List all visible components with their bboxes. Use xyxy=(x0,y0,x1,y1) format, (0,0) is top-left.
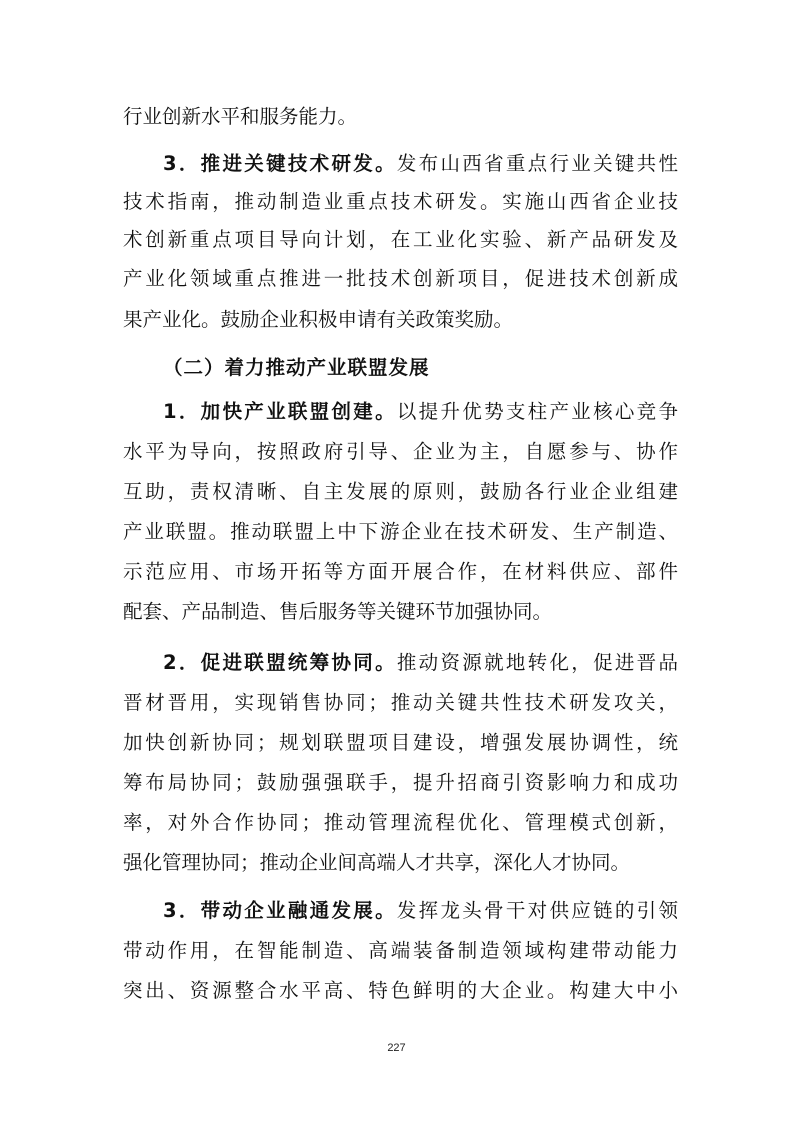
paragraph-line: 配套、产品制造、售后服务等关键环节加强协同。 xyxy=(123,600,553,623)
paragraph-line: 加快创新协同；规划联盟项目建设，增强发展协调性，统 xyxy=(123,731,678,754)
paragraph-line: 突出、资源整合水平高、特色鲜明的大企业。构建大中小 xyxy=(123,979,678,1002)
paragraph-line: 带动作用，在智能制造、高端装备制造领域构建带动能力 xyxy=(123,939,678,962)
section-lead: 1．加快产业联盟创建。 xyxy=(163,400,397,423)
paragraph-line: 产业联盟。推动联盟上中下游企业在技术研发、生产制造、 xyxy=(123,520,678,543)
paragraph-line: 示范应用、市场开拓等方面开展合作，在材料供应、部件 xyxy=(123,560,678,583)
paragraph-line: 强化管理协同；推动企业间高端人才共享，深化人才协同。 xyxy=(123,851,631,874)
paragraph-line: 行业创新水平和服务能力。 xyxy=(123,105,358,128)
paragraph-line: 3．带动企业融通发展。发挥龙头骨干对供应链的引领 xyxy=(163,899,678,922)
paragraph-line: 水平为导向，按照政府引导、企业为主，自愿参与、协作 xyxy=(123,440,678,463)
section-lead: 3．推进关键技术研发。 xyxy=(163,152,397,175)
section-heading: （二）着力推动产业联盟发展 xyxy=(163,356,430,379)
paragraph-line: 果产业化。鼓励企业积极申请有关政策奖励。 xyxy=(123,308,514,331)
section-lead: 3．带动企业融通发展。 xyxy=(163,899,397,922)
paragraph-line: 技术指南，推动制造业重点技术研发。实施山西省企业技 xyxy=(123,190,678,213)
section-lead: 2．促进联盟统筹协同。 xyxy=(163,651,397,674)
paragraph-line: 3．推进关键技术研发。发布山西省重点行业关键共性 xyxy=(163,152,678,175)
paragraph-line: 产业化领域重点推进一批技术创新项目，促进技术创新成 xyxy=(123,267,678,290)
paragraph-line: 互助，责权清晰、自主发展的原则，鼓励各行业企业组建 xyxy=(123,480,678,503)
page-number: 227 xyxy=(387,1042,406,1054)
paragraph-line: 筹布局协同；鼓励强强联手，提升招商引资影响力和成功 xyxy=(123,771,678,794)
paragraph-line: 2．促进联盟统筹协同。推动资源就地转化，促进晋品 xyxy=(163,651,678,674)
paragraph-line: 率，对外合作协同；推动管理流程优化、管理模式创新， xyxy=(123,811,678,834)
paragraph-line: 晋材晋用，实现销售协同；推动关键共性技术研发攻关， xyxy=(123,691,678,714)
paragraph-line: 术创新重点项目导向计划，在工业化实验、新产品研发及 xyxy=(123,228,678,251)
paragraph-line: 1．加快产业联盟创建。以提升优势支柱产业核心竞争 xyxy=(163,400,678,423)
